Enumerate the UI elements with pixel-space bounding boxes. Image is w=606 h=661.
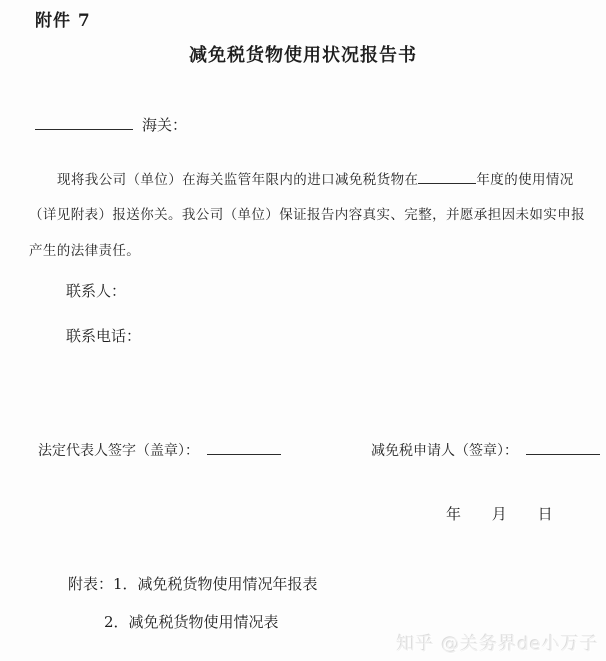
date-line (446, 505, 553, 524)
legal-representative-signature-blank-field (207, 440, 281, 455)
report-paragraph-line-2: （详见附表）报送你关。我公司（单位）保证报告内容真实、完整，并愿承担因未如实申报 (29, 207, 585, 223)
contact-phone-label: 联系电话： (66, 327, 142, 345)
salutation-line (35, 115, 187, 135)
salutation-suffix-label: 海关： (142, 116, 188, 134)
zhihu-watermark: 知乎 @关务界de小万子 (396, 633, 599, 655)
paragraph-text-before-blank: 现将我公司（单位）在海关监管年限内的进口减免税货物在 (57, 172, 419, 188)
applicant-signature-label: 减免税申请人（签章）： (371, 443, 518, 459)
report-year-blank-field (418, 169, 476, 184)
date-month-label: 月 (491, 505, 507, 523)
document-title: 减免税货物使用状况报告书 (189, 45, 417, 66)
appendix-list-item-1: 附表：1．减免税货物使用情况年报表 (68, 575, 318, 593)
paragraph-text-after-blank: 年度的使用情况 (476, 172, 574, 188)
date-day-label: 日 (537, 505, 553, 523)
legal-representative-signature-label: 法定代表人签字（盖章）： (38, 443, 199, 459)
date-year-label: 年 (446, 505, 462, 523)
applicant-signature-line (371, 440, 600, 461)
customs-name-blank-field (35, 115, 133, 130)
report-paragraph-line-1 (57, 169, 574, 189)
contact-person-label: 联系人： (66, 282, 127, 300)
applicant-signature-blank-field (526, 440, 600, 455)
legal-representative-signature-line (38, 440, 281, 461)
appendix-list-item-2: 2．减免税货物使用情况表 (104, 613, 279, 631)
report-paragraph-line-3: 产生的法律责任。 (29, 243, 141, 259)
attachment-number-label: 附件 7 (35, 11, 91, 31)
